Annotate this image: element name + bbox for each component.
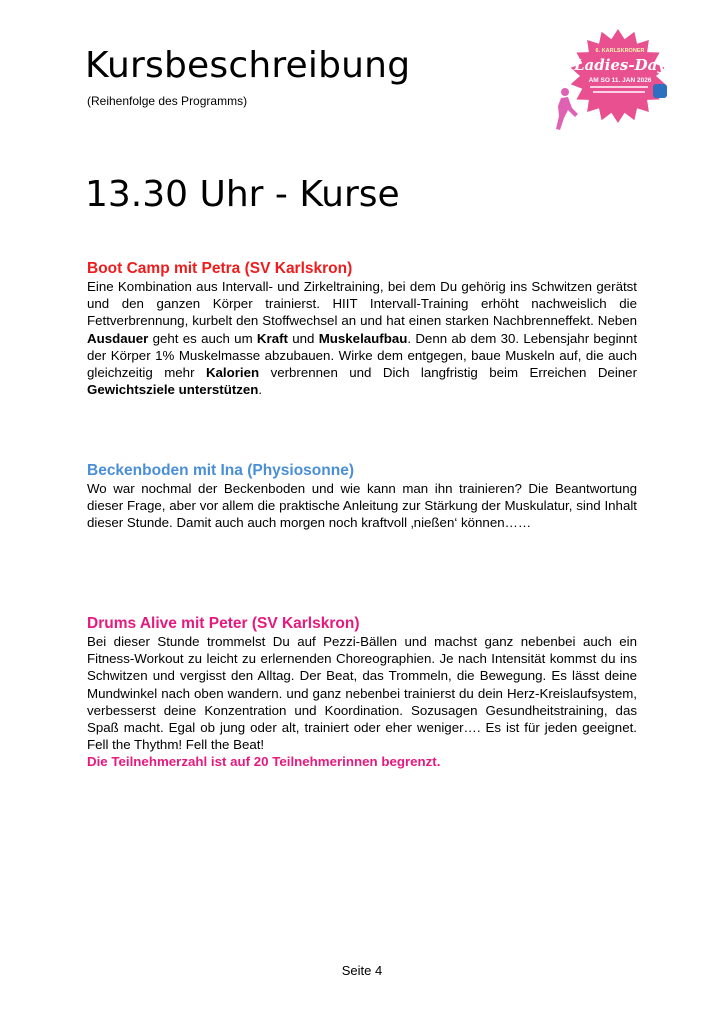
logo-line1: 6. KARLSKRONER: [595, 48, 645, 54]
course-description: Wo war nochmal der Beckenboden und wie kann man ihn trainieren? Die Beantwortung dieser Frage, aber vor allem die praktische Anleitung zur Stärkung der Muskulatur, sind Inhalt dieser Stunde. Damit auch auch morgen noch kraftvoll ‚nießen‘ können……: [87, 481, 637, 531]
course-drums-alive: [87, 614, 637, 771]
section-title: 13.30 Uhr - Kurse: [85, 174, 400, 215]
runner-figure-icon: [556, 88, 578, 130]
course-title: Boot Camp mit Petra (SV Karlskron): [87, 260, 353, 277]
page-number: Seite 4: [341, 963, 383, 978]
page-subtitle: (Reihenfolge des Programms): [87, 94, 248, 108]
page-title: Kursbeschreibung: [85, 45, 411, 86]
club-crest-icon: [653, 84, 667, 98]
logo-line2: Ladies-Day: [573, 56, 667, 74]
course-title: Beckenboden mit Ina (Physiosonne): [87, 462, 354, 479]
course-beckenboden: [87, 461, 637, 532]
course-description: Bei dieser Stunde trommelst Du auf Pezzi-Bällen und machst ganz nebenbei auch ein Fitness-Workout zu leicht zu erlernenden Choreographien. Je nach Intensität kommst du ins Schwitzen und vergisst den Alltag. Der Beat, das Trommeln, die Bewegung. Es lässt deine Mundwinkel nach oben wandern. und ganz nebenbei trainierst du dein Herz-Kreislaufsystem, verbesserst deine Konzentration und Koordination. Sozusagen Gesundheitstraining, das Spaß macht. Egal ob jung oder alt, trainiert oder eher weniger…. Es ist für jeden geeignet. Fell the Thythm! Fell the Beat!: [87, 634, 637, 753]
course-description: Eine Kombination aus Intervall- und Zirkeltraining, bei dem Du gehörig ins Schwitzen gerätst und den ganzen Körper trainierst. HIIT Intervall-Training erhöht nachweislich die Fettverbrennung, kurbelt den Stoffwechsel an und hat einen starken Nachbrenneffekt. Neben Ausdauer geht es auch um Kraft und Muskelaufbau. Denn ab dem 30. Lebensjahr beginnt der Körper 1% Muskelmasse abzubauen. Wirke dem entgegen, baue Muskeln auf, die auch gleichzeitig mehr Kalorien verbrennen und Dich langfristig beim Erreichen Deiner Gewichtsziele unterstützen.: [87, 279, 638, 398]
course-title: Drums Alive mit Peter (SV Karlskron): [87, 615, 360, 632]
ladies-day-badge-icon: [548, 26, 684, 132]
course-boot-camp: [87, 259, 637, 398]
logo-line3: AM SO 11. JAN 2026: [588, 77, 652, 84]
participant-limit-note: Die Teilnehmerzahl ist auf 20 Teilnehmerinnen begrenzt.: [87, 754, 441, 770]
